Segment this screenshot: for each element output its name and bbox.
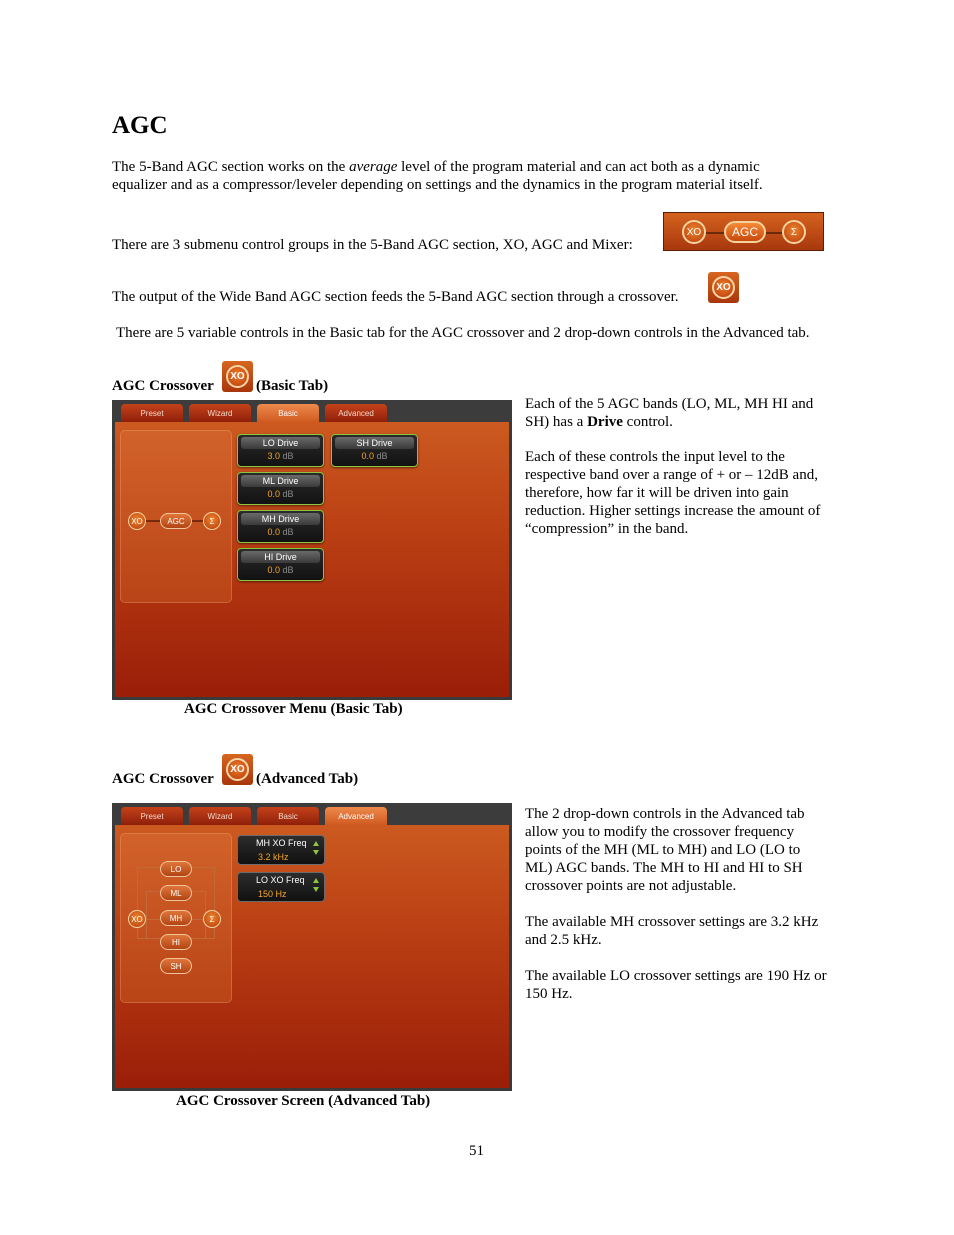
band-ml[interactable]: ML: [160, 885, 192, 901]
agc-pill-icon: AGC: [724, 221, 766, 243]
basic-description: [525, 395, 845, 538]
adv-desc-line: and 2.5 kHz.: [525, 932, 602, 948]
control-unit: dB: [282, 527, 294, 537]
tab-preset[interactable]: Preset: [121, 404, 183, 422]
mh-xo-freq-dropdown[interactable]: [237, 835, 325, 865]
control-label: HI Drive: [241, 551, 320, 563]
agc-node[interactable]: AGC: [160, 513, 192, 529]
page-title: AGC: [112, 112, 168, 139]
advanced-description: [525, 805, 845, 1003]
panel-body: [115, 825, 509, 1088]
xo-node[interactable]: XO: [128, 910, 146, 928]
control-unit: dB: [282, 451, 294, 461]
intro-line-2: equalizer and as a compressor/leveler depending on settings and the dynamics in the program material itself.: [112, 177, 763, 193]
tab-advanced[interactable]: Advanced: [325, 807, 387, 825]
tab-bar: [112, 400, 512, 422]
page-number: 51: [469, 1143, 484, 1159]
basic-desc-line: respective band over a range of + or – 12dB and,: [525, 467, 818, 483]
mixer-sigma-node[interactable]: Σ: [203, 910, 221, 928]
dropdown-value: 150 Hz: [258, 889, 287, 899]
basic-desc-text-end: control.: [622, 414, 673, 430]
control-label: SH Drive: [335, 437, 414, 449]
control-label: ML Drive: [241, 475, 320, 487]
tab-wizard[interactable]: Wizard: [189, 404, 251, 422]
output-text: The output of the Wide Band AGC section feeds the 5-Band AGC section through a crossover.: [112, 289, 679, 305]
ml-drive-control[interactable]: [237, 472, 324, 505]
adv-desc-line: allow you to modify the crossover frequency: [525, 824, 795, 840]
control-value: 0.0: [267, 489, 280, 499]
band-sh[interactable]: SH: [160, 958, 192, 974]
lo-xo-freq-dropdown[interactable]: [237, 872, 325, 902]
band-lo[interactable]: LO: [160, 861, 192, 877]
adv-desc-line: points of the MH (ML to MH) and LO (LO to: [525, 842, 801, 858]
control-unit: dB: [282, 565, 294, 575]
basic-heading-label: AGC Crossover: [112, 378, 214, 394]
submenu-strip-image: [663, 212, 824, 251]
xo-icon-label: XO: [226, 758, 249, 781]
updown-arrow-icon[interactable]: [313, 841, 319, 859]
tab-wizard[interactable]: Wizard: [189, 807, 251, 825]
basic-caption: AGC Crossover Menu (Basic Tab): [184, 701, 403, 717]
advanced-heading-label: AGC Crossover: [112, 771, 214, 787]
mixer-sigma-node[interactable]: Σ: [203, 512, 221, 530]
control-unit: dB: [282, 489, 294, 499]
adv-desc-line: 150 Hz.: [525, 986, 573, 1002]
adv-desc-line: ML) AGC bands. The MH to HI and HI to SH: [525, 860, 803, 876]
basic-heading-tab: (Basic Tab): [256, 378, 329, 394]
control-value: 0.0: [361, 451, 374, 461]
control-label: LO Drive: [241, 437, 320, 449]
signal-chain-box: [120, 430, 232, 603]
agc-crossover-advanced-panel: [112, 803, 512, 1091]
basic-desc-bold: Drive: [587, 414, 623, 430]
dropdown-label: LO XO Freq: [256, 875, 305, 885]
basic-desc-line: Each of these controls the input level to the: [525, 449, 785, 465]
variable-controls-text: There are 5 variable controls in the Basic tab for the AGC crossover and 2 drop-down controls in the Advanced tab.: [116, 325, 810, 341]
control-value: 3.0: [267, 451, 280, 461]
advanced-heading-tab: (Advanced Tab): [256, 771, 359, 787]
dropdown-label: MH XO Freq: [256, 838, 307, 848]
xo-icon-label: XO: [712, 276, 735, 299]
band-hi[interactable]: HI: [160, 934, 192, 950]
tab-advanced[interactable]: Advanced: [325, 404, 387, 422]
lo-drive-control[interactable]: [237, 434, 324, 467]
control-unit: dB: [376, 451, 388, 461]
hi-drive-control[interactable]: [237, 548, 324, 581]
control-value: 0.0: [267, 527, 280, 537]
basic-desc-line: reduction. Higher settings increase the amount of: [525, 503, 821, 519]
agc-crossover-basic-panel: [112, 400, 512, 700]
control-label: MH Drive: [241, 513, 320, 525]
sh-drive-control[interactable]: [331, 434, 418, 467]
control-value: 0.0: [267, 565, 280, 575]
xo-node-icon: XO: [682, 220, 706, 244]
xo-button-icon: [222, 754, 253, 785]
intro-text-end: level of the program material and can act both as a dynamic: [397, 159, 760, 175]
mh-drive-control[interactable]: [237, 510, 324, 543]
adv-desc-line: crossover points are not adjustable.: [525, 878, 737, 894]
basic-desc-line: “compression” in the band.: [525, 521, 689, 537]
intro-emphasis: average: [349, 159, 398, 175]
dropdown-value: 3.2 kHz: [258, 852, 289, 862]
intro-paragraph: [112, 158, 832, 194]
xo-icon-label: XO: [226, 365, 249, 388]
tab-basic[interactable]: Basic: [257, 404, 319, 422]
tab-preset[interactable]: Preset: [121, 807, 183, 825]
basic-desc-line: Each of the 5 AGC bands (LO, ML, MH HI and: [525, 396, 814, 412]
panel-body: [115, 422, 509, 697]
mixer-sigma-icon: Σ: [782, 220, 806, 244]
tab-bar: [112, 803, 512, 825]
submenu-text: There are 3 submenu control groups in the 5-Band AGC section, XO, AGC and Mixer:: [112, 237, 633, 253]
basic-desc-text: SH) has a: [525, 414, 588, 430]
basic-desc-line: therefore, how far it will be driven into gain: [525, 485, 789, 501]
band-split-diagram: [120, 833, 232, 1003]
intro-text: The 5-Band AGC section works on the: [112, 159, 350, 175]
adv-desc-line: The available LO crossover settings are 190 Hz or: [525, 968, 827, 984]
advanced-caption: AGC Crossover Screen (Advanced Tab): [176, 1093, 431, 1109]
tab-basic[interactable]: Basic: [257, 807, 319, 825]
adv-desc-line: The available MH crossover settings are 3.2 kHz: [525, 914, 819, 930]
updown-arrow-icon[interactable]: [313, 878, 319, 896]
xo-node[interactable]: XO: [128, 512, 146, 530]
xo-button-icon: [708, 272, 739, 303]
adv-desc-line: The 2 drop-down controls in the Advanced tab: [525, 806, 805, 822]
band-mh[interactable]: MH: [160, 910, 192, 926]
xo-button-icon: [222, 361, 253, 392]
